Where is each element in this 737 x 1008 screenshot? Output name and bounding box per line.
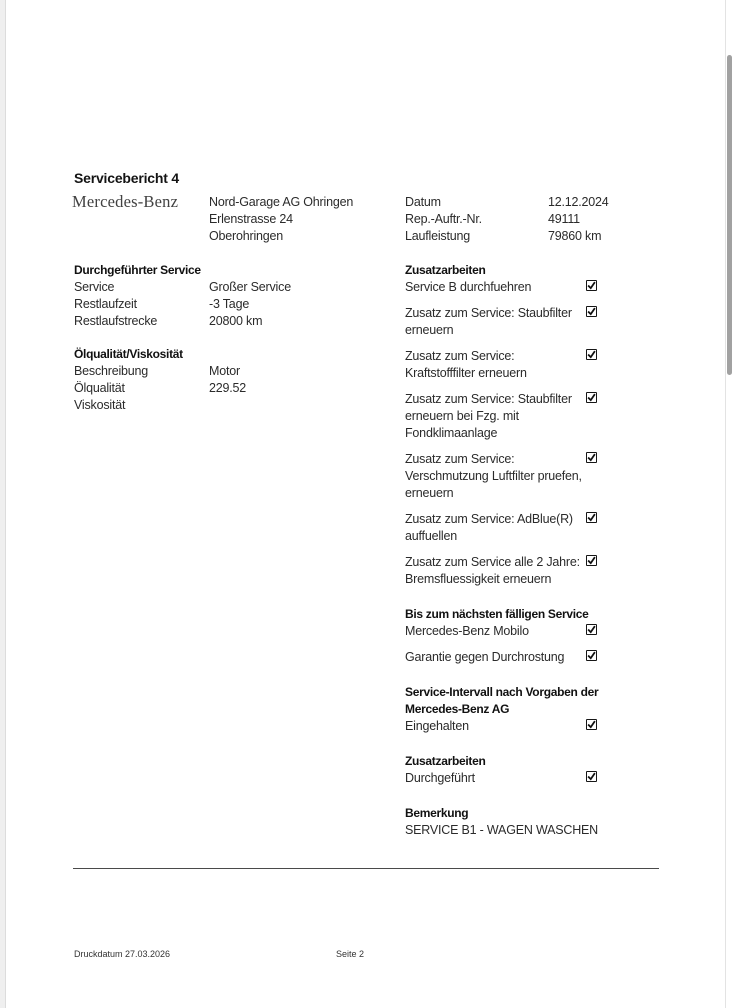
page-right-edge	[725, 0, 726, 1008]
meta-value: 49111	[548, 212, 580, 226]
checklist-item	[405, 649, 625, 666]
checklist-item	[405, 623, 625, 640]
checklist-item	[405, 511, 625, 545]
kv-label: Service	[74, 280, 115, 294]
kv-row	[74, 397, 396, 414]
dealer-address	[209, 194, 353, 245]
kv-label: Restlaufstrecke	[74, 314, 158, 328]
checklist-item-label: Zusatz zum Service: Verschmutzung Luftfilter pruefen, erneuern	[405, 452, 582, 500]
section-heading-service-interval: Service-Intervall nach Vorgaben der Mercedes-Benz AG	[405, 685, 599, 716]
checklist-item-label: Eingehalten	[405, 719, 469, 733]
meta-value: 12.12.2024	[548, 195, 609, 209]
kv-row	[74, 363, 396, 380]
scrollbar-thumb[interactable]	[727, 55, 732, 375]
checklist-item-label: Durchgeführt	[405, 771, 475, 785]
remark-text: SERVICE B1 - WAGEN WASCHEN	[405, 823, 598, 837]
kv-value: -3 Tage	[209, 297, 250, 311]
kv-row	[74, 296, 396, 313]
section-heading-remark: Bemerkung	[405, 806, 469, 820]
meta-value: 79860 km	[548, 229, 602, 243]
footer-divider	[73, 868, 659, 869]
checkbox-checked-icon	[586, 280, 597, 291]
checklist-item-label: Zusatz zum Service alle 2 Jahre: Bremsfluessigkeit erneuern	[405, 555, 580, 586]
kv-value: Motor	[209, 364, 240, 378]
checklist-item-label: Mercedes-Benz Mobilo	[405, 624, 529, 638]
checkbox-checked-icon	[586, 650, 597, 661]
kv-value: Großer Service	[209, 280, 291, 294]
kv-label: Ölqualität	[74, 381, 125, 395]
section-heading-next-service: Bis zum nächsten fälligen Service	[405, 607, 589, 621]
meta-label: Rep.-Auftr.-Nr.	[405, 212, 482, 226]
kv-row	[74, 313, 396, 330]
checklist-item	[405, 770, 625, 787]
checklist-item	[405, 305, 625, 339]
meta-row-mileage	[405, 228, 609, 245]
checkbox-checked-icon	[586, 392, 597, 403]
kv-value: 229.52	[209, 381, 247, 395]
checkbox-checked-icon	[586, 555, 597, 566]
checklist-item-label: Garantie gegen Durchrostung	[405, 650, 565, 664]
section-heading: Durchgeführter Service	[74, 263, 201, 277]
print-date: Druckdatum 27.03.2026	[74, 949, 171, 959]
checklist-item-label: Zusatz zum Service: Staubfilter erneuern bei Fzg. mit Fondklimaanlage	[405, 392, 572, 440]
meta-row-date	[405, 194, 609, 211]
service-details-column	[74, 262, 396, 414]
kv-label: Beschreibung	[74, 364, 149, 378]
checklist-item-label: Service B durchfuehren	[405, 280, 532, 294]
checklist-column	[405, 262, 625, 839]
checklist-item	[405, 279, 625, 296]
checklist-item	[405, 348, 625, 382]
page-title: Servicebericht 4	[74, 170, 179, 186]
page-left-edge	[0, 0, 6, 1008]
meta-label: Laufleistung	[405, 229, 471, 243]
checklist-item	[405, 718, 625, 735]
checkbox-checked-icon	[586, 306, 597, 317]
kv-label: Viskosität	[74, 398, 126, 412]
page-number: Seite 2	[336, 949, 365, 959]
checklist-item-label: Zusatz zum Service: Kraftstofffilter erneuern	[405, 349, 527, 380]
section-oil-quality	[74, 346, 396, 414]
kv-label: Restlaufzeit	[74, 297, 137, 311]
section-performed-service	[74, 262, 396, 330]
checkbox-checked-icon	[586, 624, 597, 635]
checkbox-checked-icon	[586, 349, 597, 360]
mercedes-benz-wordmark: Mercedes-Benz	[72, 192, 179, 211]
section-heading: Ölqualität/Viskosität	[74, 347, 183, 361]
checkbox-checked-icon	[586, 719, 597, 730]
checklist-item	[405, 554, 625, 588]
kv-value: 20800 km	[209, 314, 263, 328]
checklist-item	[405, 391, 625, 442]
dealer-street: Erlenstrasse 24	[209, 212, 293, 226]
meta-label: Datum	[405, 195, 441, 209]
checkbox-checked-icon	[586, 512, 597, 523]
checklist-item-label: Zusatz zum Service: AdBlue(R) auffuellen	[405, 512, 573, 543]
report-meta	[405, 194, 609, 245]
kv-row	[74, 380, 396, 397]
dealer-city: Oberohringen	[209, 229, 284, 243]
checklist-item	[405, 451, 625, 502]
checkbox-checked-icon	[586, 771, 597, 782]
section-heading-additional-work-2: Zusatzarbeiten	[405, 754, 486, 768]
section-heading-additional-work: Zusatzarbeiten	[405, 263, 486, 277]
checkbox-checked-icon	[586, 452, 597, 463]
meta-row-order-number	[405, 211, 609, 228]
dealer-name: Nord-Garage AG Ohringen	[209, 195, 354, 209]
checklist-item-label: Zusatz zum Service: Staubfilter erneuern	[405, 306, 572, 337]
kv-row	[74, 279, 396, 296]
